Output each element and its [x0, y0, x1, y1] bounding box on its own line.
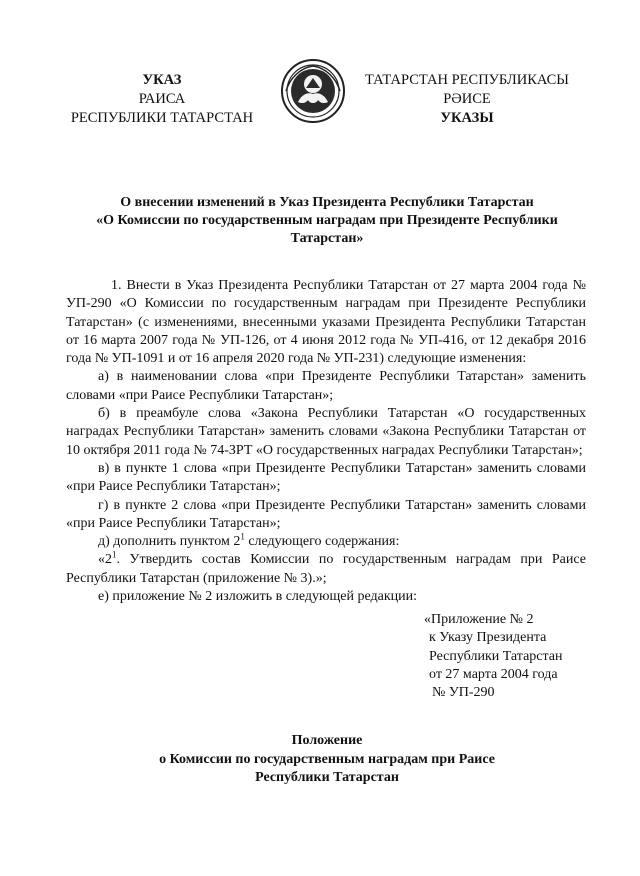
paragraph-quote-text-end: . Утвердить состав Комиссии по государственным наградам при Раисе Республики Татарстан (приложение № 3).»;	[66, 552, 586, 586]
paragraph-e: е) приложение № 2 изложить в следующей редакции:	[98, 589, 418, 605]
header-right-line-2: РӘИСЕ	[443, 91, 491, 107]
paragraph-v: в) в пункте 1 слова «при Президенте Республики Татарстан» заменить словами «при Раисе Республики Татарстан»;	[66, 460, 586, 495]
paragraph-a: а) в наименовании слова «при Президенте Республики Татарстан» заменить словами «при Раисе Республики Татарстан»;	[66, 369, 586, 403]
header-left-line-1: УКАЗ	[142, 72, 182, 88]
polozhenie-line-1: Положение	[291, 733, 363, 748]
document-title	[62, 194, 592, 248]
paragraph-b: б) в преамбуле слова «Закона Республики Татарстан «О государственных наградах Республики Татарстан» заменить словами «Закона Республики Татарстан от 10 октября 2011 года № 74-ЗРТ «О государственных наградах Республики Татарстан»;	[66, 406, 586, 458]
appendix-line-2: к Указу Президента	[429, 630, 547, 646]
polozhenie-line-2: о Комиссии по государственным наградам при Раисе	[159, 751, 495, 767]
paragraph-d-superscript: 1	[240, 531, 245, 542]
paragraph-1: 1. Внести в Указ Президента Республики Татарстан от 27 марта 2004 года № УП-290 «О Комиссии по государственным наградам при Президенте Республики Татарстан» (с изменениями, внесенными указами Президента Республики Татарстан от 16 марта 2007 года № УП-126, от 4 июня 2012 года № УП-416, от 12 декабря 2016 года № УП-1091 и от 16 апреля 2020 года № УП-231) следующие изменения:	[66, 278, 586, 367]
polozhenie-heading	[62, 732, 592, 788]
title-line-2: «О Комиссии по государственным наградам при Президенте Республики	[96, 213, 558, 228]
paragraph-quote-text: «2	[98, 552, 112, 568]
appendix-line-1: «Приложение № 2	[424, 612, 534, 627]
header-left-line-2: РАИСА	[138, 91, 186, 107]
header-left-line-3: РЕСПУБЛИКИ ТАТАРСТАН	[70, 110, 254, 126]
title-line-3: Татарстан»	[290, 231, 364, 246]
paragraph-quote	[66, 551, 586, 588]
appendix-line-3: Республики Татарстан	[429, 648, 563, 664]
header-right-line-3: УКАЗЫ	[440, 110, 494, 126]
header-right-block	[358, 71, 576, 128]
header-left-block	[62, 71, 262, 128]
appendix-reference	[424, 611, 594, 702]
paragraph-g: г) в пункте 2 слова «при Президенте Республики Татарстан» заменить словами «при Раисе Республики Татарстан»;	[66, 497, 586, 531]
paragraph-d-text: д) дополнить пунктом 2	[98, 534, 241, 550]
appendix-line-5: № УП-290	[432, 685, 495, 701]
paragraph-d-text-end: следующего содержания:	[244, 534, 400, 550]
appendix-line-4: от 27 марта 2004 года	[429, 666, 558, 682]
title-line-1: О внесении изменений в Указ Президента Республики Татарстан	[120, 195, 534, 210]
document-body	[66, 277, 586, 606]
polozhenie-line-3: Республики Татарстан	[255, 770, 399, 785]
paragraph-quote-superscript: 1	[112, 549, 117, 560]
header-right-line-1: ТАТАРСТАН РЕСПУБЛИКАСЫ	[365, 72, 569, 88]
tatarstan-emblem-icon	[280, 58, 346, 124]
paragraph-d	[66, 533, 586, 551]
